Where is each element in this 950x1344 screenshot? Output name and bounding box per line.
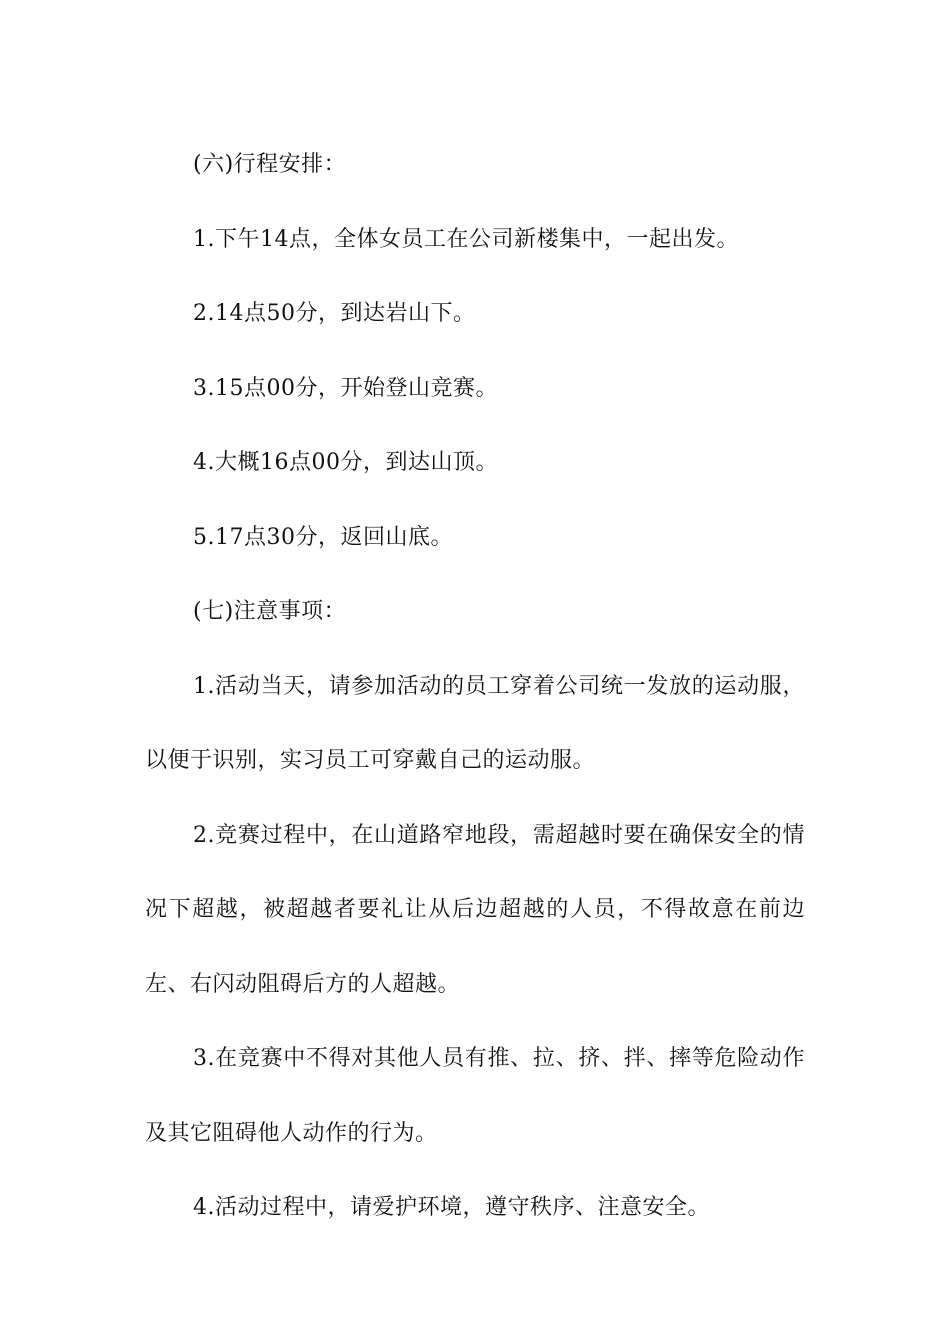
section-heading-itinerary: (六)行程安排： (193, 152, 347, 177)
section-heading-notes: (七)注意事项： (193, 599, 347, 624)
itinerary-item: 1.下午14点，全体女员工在公司新楼集中，一起出发。 (193, 226, 739, 252)
document-body (145, 128, 805, 1246)
itinerary-item: 5.17点30分，返回山底。 (193, 524, 453, 550)
notes-item: 3.在竞赛中不得对其他人员有推、拉、挤、拌、摔等危险动作及其它阻碍他人动作的行为。 (145, 1046, 805, 1146)
itinerary-item: 2.14点50分，到达岩山下。 (193, 301, 476, 326)
notes-item: 1.活动当天，请参加活动的员工穿着公司统一发放的运动服，以便于识别，实习员工可穿戴自己的运动服。 (145, 673, 805, 773)
notes-item: 2.竞赛过程中，在山道路窄地段，需超越时要在确保安全的情况下超越，被超越者要礼让从后边超越的人员，不得故意在前边左、右闪动阻碍后方的人超越。 (145, 822, 805, 997)
notes-item: 4.活动过程中，请爱护环境，遵守秩序、注意安全。 (193, 1195, 710, 1220)
itinerary-item: 4.大概16点00分，到达山顶。 (193, 450, 498, 475)
itinerary-item: 3.15点00分，开始登山竞赛。 (193, 375, 498, 401)
